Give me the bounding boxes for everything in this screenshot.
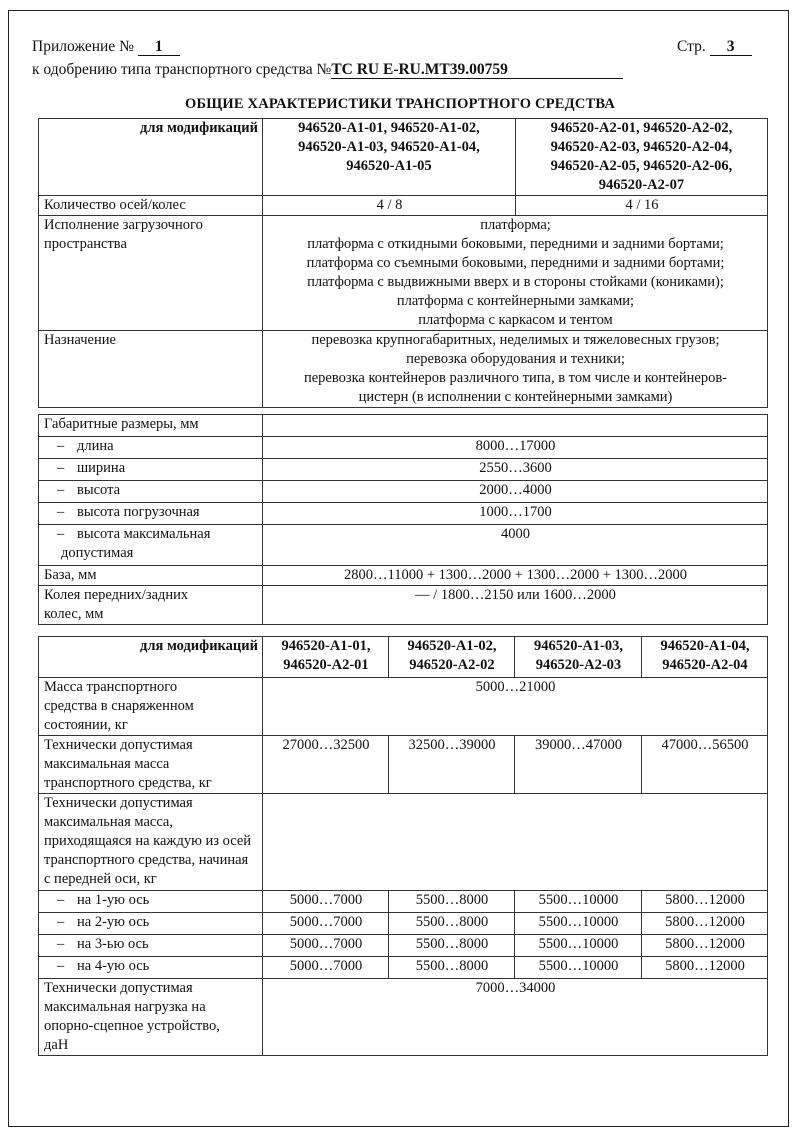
wheelbase-label: База, мм bbox=[39, 566, 263, 586]
axle-row-value: 5500…10000 bbox=[515, 957, 642, 979]
curb-mass-value: 5000…21000 bbox=[263, 678, 768, 736]
axle-row-value: 5500…8000 bbox=[389, 891, 515, 913]
approval-label: к одобрению типа транспортного средства № bbox=[32, 61, 332, 78]
axle-row-value: 5800…12000 bbox=[642, 957, 768, 979]
dash-mark: – bbox=[57, 526, 65, 542]
gross-mass-value: 32500…39000 bbox=[389, 736, 515, 794]
body-type-item: платформа с выдвижными вверх и в стороны стойками (кониками); bbox=[307, 274, 724, 290]
purpose-item: цистерн (в исполнении с контейнерными замками) bbox=[358, 389, 673, 405]
purpose-item: перевозка контейнеров различного типа, в том числе и контейнеров- bbox=[303, 370, 727, 386]
body-type-item: платформа с откидными боковыми, передними и задними бортами; bbox=[307, 236, 724, 252]
axle-row-value: 5500…8000 bbox=[389, 957, 515, 979]
axle-row-value: 5500…10000 bbox=[515, 913, 642, 935]
dash-mark: – bbox=[57, 460, 65, 476]
dim-row-label: – высота bbox=[39, 481, 263, 503]
track-value: — / 1800…2150 или 1600…2000 bbox=[263, 586, 768, 625]
dash-mark: – bbox=[57, 958, 65, 974]
dim-row-value: 2550…3600 bbox=[263, 459, 768, 481]
gross-mass-value: 27000…32500 bbox=[263, 736, 389, 794]
dash-mark: – bbox=[57, 914, 65, 930]
axle-mass-label: Технически допустимая максимальная масса, приходящаяся на каждую из осей транспортного средства, начиная с передней оси, кг bbox=[39, 794, 263, 891]
document-title: ОБЩИЕ ХАРАКТЕРИСТИКИ ТРАНСПОРТНОГО СРЕДСТВА bbox=[184, 96, 616, 112]
mass-table bbox=[38, 636, 768, 1056]
axle-row-value: 5500…8000 bbox=[389, 935, 515, 957]
axle-row-value: 5800…12000 bbox=[642, 891, 768, 913]
axle-row-value: 5800…12000 bbox=[642, 913, 768, 935]
body-type-item: платформа с контейнерными замками; bbox=[396, 293, 635, 309]
axle-row-label: – на 1-ую ось bbox=[39, 891, 263, 913]
axle-row-value: 5500…10000 bbox=[515, 891, 642, 913]
axle-row-value: 5000…7000 bbox=[263, 935, 389, 957]
gross-mass-label: Технически допустимая максимальная масса транспортного средства, кг bbox=[39, 736, 263, 794]
purpose-label: Назначение bbox=[39, 331, 263, 408]
dim-row-value: 4000 bbox=[263, 525, 768, 566]
gross-mass-value: 47000…56500 bbox=[642, 736, 768, 794]
body-type-label: Исполнение загрузочного пространства bbox=[39, 216, 263, 331]
axle-row-value: 5800…12000 bbox=[642, 935, 768, 957]
dash-mark: – bbox=[57, 892, 65, 908]
wheelbase-value: 2800…11000 + 1300…2000 + 1300…2000 + 1300…2000 bbox=[263, 566, 768, 586]
body-type-item: платформа со съемными боковыми, передними и задними бортами; bbox=[306, 255, 725, 271]
track-label: Колея передних/задних колес, мм bbox=[39, 586, 263, 625]
purpose-item: перевозка крупногабаритных, неделимых и тяжеловесных грузов; bbox=[311, 332, 720, 348]
purpose-item: перевозка оборудования и техники; bbox=[406, 351, 625, 367]
mass-modifications-header-label: для модификаций bbox=[39, 637, 263, 678]
axle-row-value: 5000…7000 bbox=[263, 913, 389, 935]
axle-row-value: 5000…7000 bbox=[263, 957, 389, 979]
dim-row-label: – высота максимальная допустимая bbox=[39, 525, 263, 566]
appendix-number: 1 bbox=[138, 39, 180, 56]
axle-row-value: 5000…7000 bbox=[263, 891, 389, 913]
body-type-item: платформа с каркасом и тентом bbox=[418, 312, 613, 328]
axle-row-label: – на 2-ую ось bbox=[39, 913, 263, 935]
approval-line bbox=[32, 61, 623, 79]
page-label: Стр. bbox=[677, 38, 706, 55]
gross-mass-value: 39000…47000 bbox=[515, 736, 642, 794]
general-table bbox=[38, 118, 768, 408]
modifications-header-label: для модификаций bbox=[39, 119, 263, 196]
axle-row-value: 5500…10000 bbox=[515, 935, 642, 957]
axle-mass-empty bbox=[263, 794, 768, 891]
body-type-values bbox=[263, 216, 768, 331]
appendix-label: Приложение № bbox=[32, 38, 134, 55]
axle-row-label: – на 4-ую ось bbox=[39, 957, 263, 979]
body-type-item: платформа; bbox=[480, 217, 551, 233]
axles-a2: 4 / 16 bbox=[516, 196, 768, 216]
dimensions-empty bbox=[263, 415, 768, 437]
axle-row-label: – на 3-ью ось bbox=[39, 935, 263, 957]
dash-mark: – bbox=[57, 438, 65, 454]
dim-row-value: 1000…1700 bbox=[263, 503, 768, 525]
approval-number: ТС RU E-RU.МТ39.00759 bbox=[331, 62, 623, 79]
mass-column-header: 946520-А1-03, 946520-А2-03 bbox=[515, 637, 642, 678]
mass-column-header: 946520-А1-02, 946520-А2-02 bbox=[389, 637, 515, 678]
curb-mass-label: Масса транспортного средства в снаряженном состоянии, кг bbox=[39, 678, 263, 736]
modifications-group-a1: 946520-А1-01, 946520-А1-02, 946520-А1-03, 946520-А1-04, 946520-А1-05 bbox=[263, 119, 516, 196]
dash-mark: – bbox=[57, 482, 65, 498]
dimensions-label: Габаритные размеры, мм bbox=[39, 415, 263, 437]
axles-a1: 4 / 8 bbox=[263, 196, 516, 216]
mass-column-header: 946520-А1-01, 946520-А2-01 bbox=[263, 637, 389, 678]
dash-mark: – bbox=[57, 936, 65, 952]
dim-row-label: – ширина bbox=[39, 459, 263, 481]
coupling-load-value: 7000…34000 bbox=[263, 979, 768, 1056]
purpose-values bbox=[263, 331, 768, 408]
axle-row-value: 5500…8000 bbox=[389, 913, 515, 935]
modifications-group-a2: 946520-А2-01, 946520-А2-02, 946520-А2-03, 946520-А2-04, 946520-А2-05, 946520-А2-06, 946520-А2-07 bbox=[516, 119, 768, 196]
coupling-load-label: Технически допустимая максимальная нагрузка на опорно-сцепное устройство, даН bbox=[39, 979, 263, 1056]
dim-row-value: 2000…4000 bbox=[263, 481, 768, 503]
appendix-line bbox=[32, 38, 180, 56]
dim-row-label: – длина bbox=[39, 437, 263, 459]
dimensions-table bbox=[38, 414, 768, 625]
page-number: 3 bbox=[710, 39, 752, 56]
page-line bbox=[677, 38, 752, 56]
dim-row-label: – высота погрузочная bbox=[39, 503, 263, 525]
axles-label: Количество осей/колес bbox=[39, 196, 263, 216]
dash-mark: – bbox=[57, 504, 65, 520]
dim-row-value: 8000…17000 bbox=[263, 437, 768, 459]
mass-column-header: 946520-А1-04, 946520-А2-04 bbox=[642, 637, 768, 678]
